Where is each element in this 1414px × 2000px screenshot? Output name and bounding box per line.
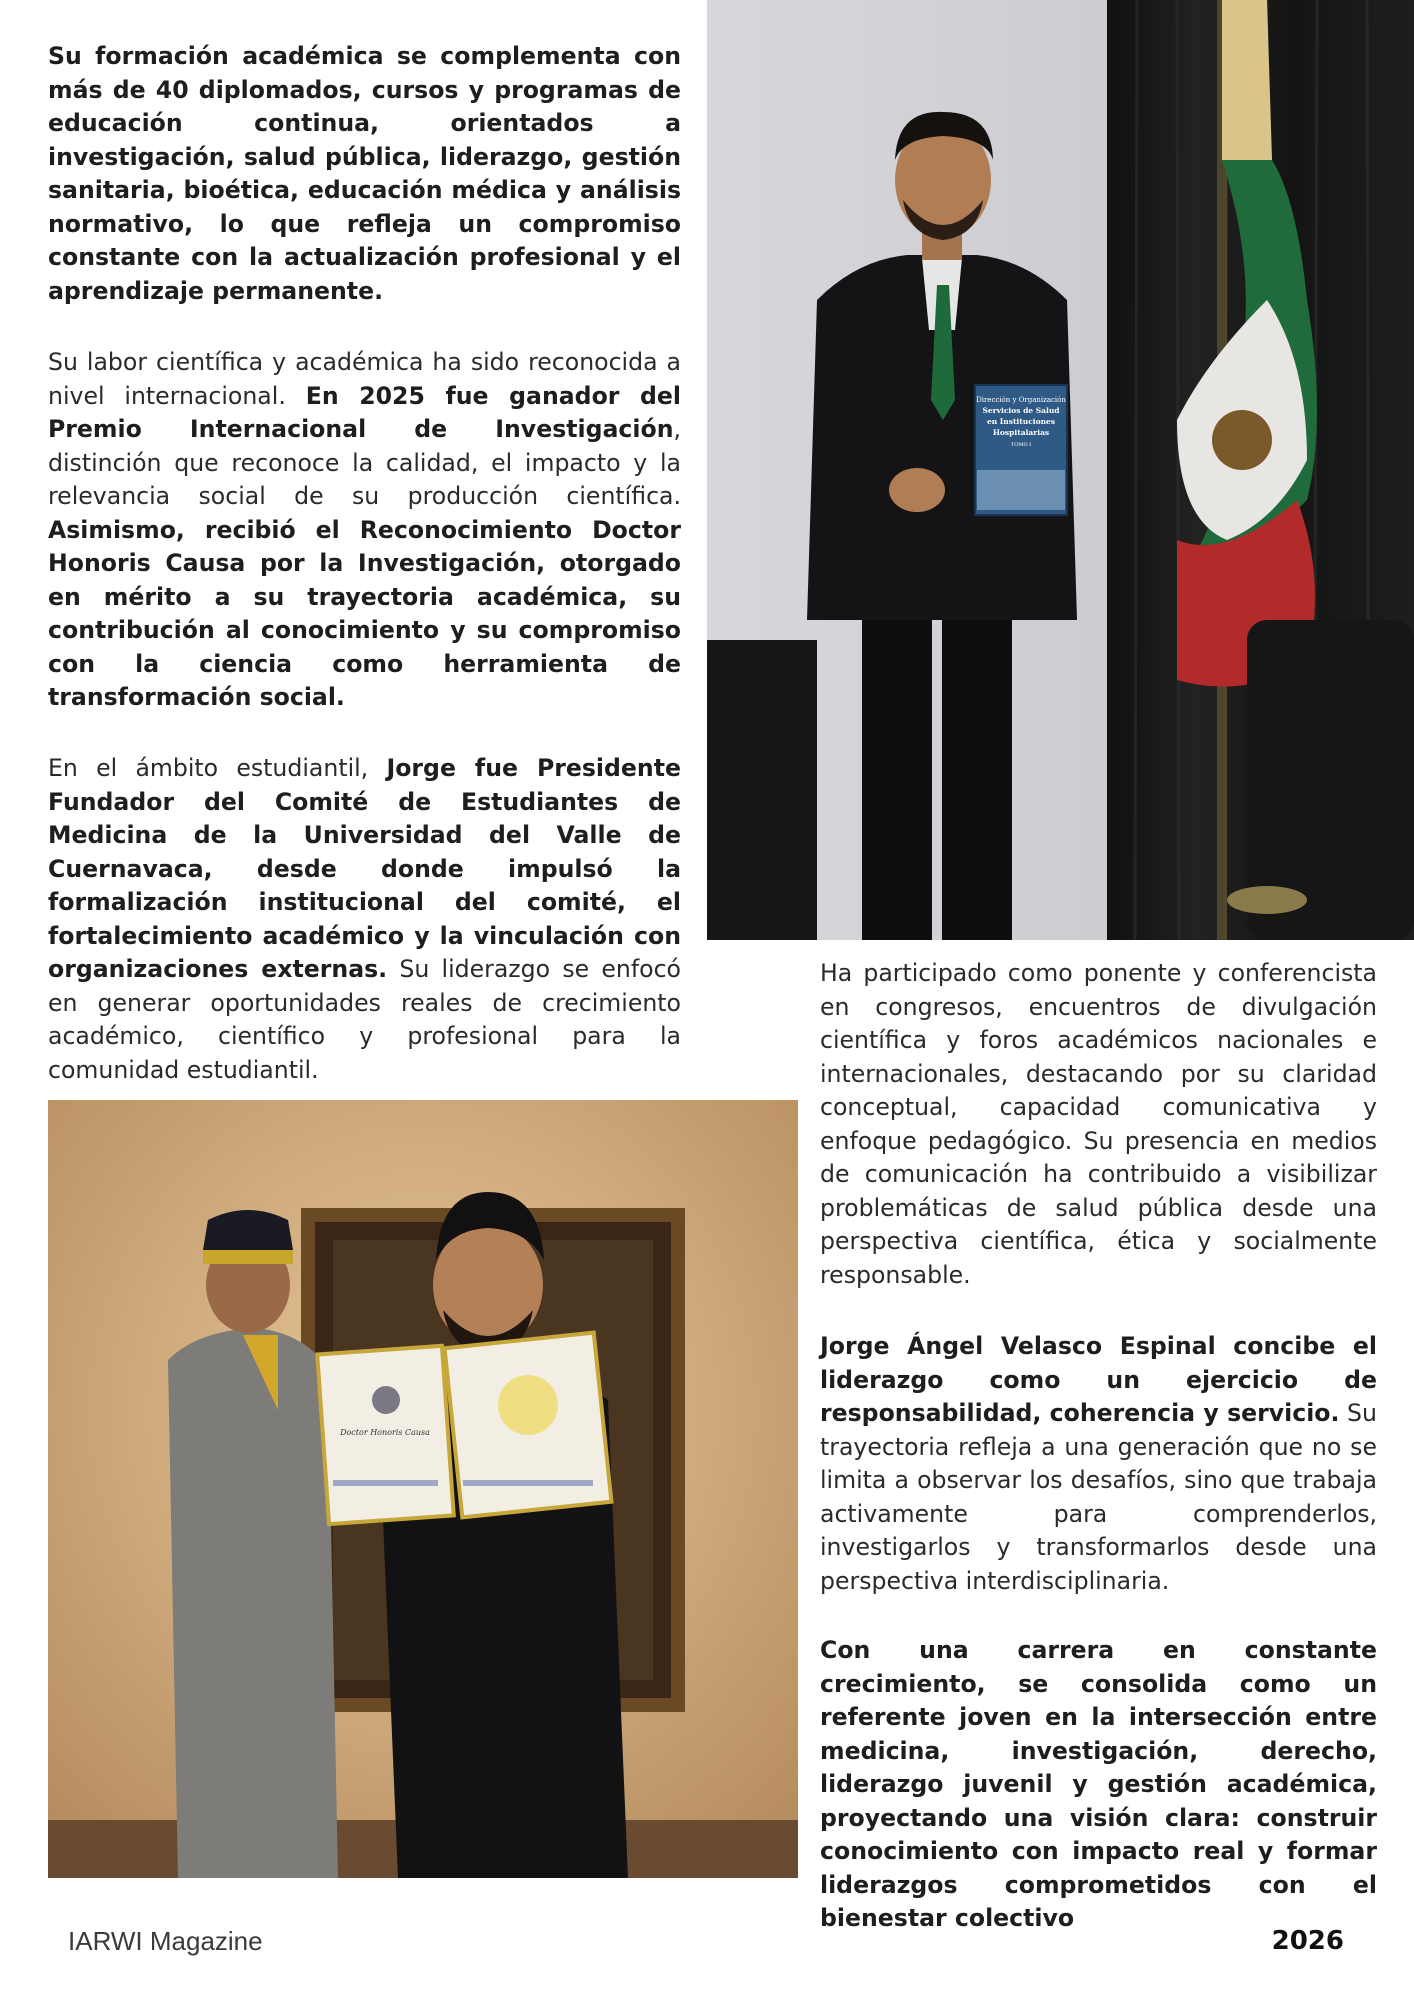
book-title-line-3: en Instituciones [986,417,1056,426]
paragraph-conclusion [820,1634,1377,1936]
text: , distinción que reconoce la calidad, el impacto y la relevancia social de su producción científica. [48,415,681,510]
book-title-line-4: Hospitalarias [992,428,1050,437]
text: Su trayectoria refleja a una generación que no se limita a observar los desafíos, sino que trabaja activamente para comprenderlos, investigarlos y transformarlos desde una perspectiva interdisciplinaria. [820,1399,1377,1595]
paragraph-leadership [820,1330,1377,1598]
diploma-title: Doctor Honoris Causa [340,1428,430,1437]
bold-text: Asimismo, recibió el Reconocimiento Doctor Honoris Causa por la Investigación, otorgado en mérito a su trayectoria académica, su contribución al conocimiento y su compromiso con la ciencia como herramienta de transformación social. [48,515,681,711]
book-volume: TOMO I [1010,442,1032,448]
text: Su liderazgo se enfocó en generar oportunidades reales de crecimiento académico, científico y profesional para la comunidad estudiantil. [48,955,681,1084]
paragraph-speaker [820,957,1377,1292]
text: En el ámbito estudiantil, [48,754,387,782]
magazine-name: IARWI Magazine [68,1926,263,1956]
bold-text: Con una carrera en constante crecimiento, se consolida como un referente joven en la intersección entre medicina, investigación, derecho, liderazgo juvenil y gestión académica, proyectando una visión clara: construir conocimiento con impacto real y formar liderazgos comprometidos con el bienestar colectivo [820,1636,1377,1932]
diploma [317,1333,611,1524]
bold-text: Jorge fue Presidente Fundador del Comité de Estudiantes de Medicina de la Universidad del Valle de Cuernavaca, desde donde impulsó la formalización institucional del comité, el fortalecimiento académico y la vinculación con organizaciones externas. [48,754,681,983]
photo-honoris-causa-ceremony [48,1100,798,1878]
photo-man-with-book [707,0,1414,940]
photo-illustration [48,1100,798,1878]
bold-text: Jorge Ángel Velasco Espinal concibe el liderazgo como un ejercicio de responsabilidad, coherencia y servicio. [820,1332,1377,1427]
text: Su labor científica y académica ha sido reconocida a nivel internacional. [48,348,681,410]
paragraph-awards [48,346,681,715]
paragraph-student-leadership [48,752,681,1087]
photo-illustration [707,0,1414,940]
paragraph-education [48,40,681,308]
bold-text: En 2025 fue ganador del Premio Internacional de Investigación [48,381,681,443]
issue-year: 2026 [1271,1926,1344,1956]
text: Ha participado como ponente y conferencista en congresos, encuentros de divulgación científica y foros académicos nacionales e internacionales, destacando por su claridad conceptual, capacidad comunicativa y enfoque pedagógico. Su presencia en medios de comunicación ha contribuido a visibilizar problemáticas de salud pública desde una perspectiva científica, ética y socialmente responsable. [820,959,1377,1289]
bold-text: Su formación académica se complementa con más de 40 diplomados, cursos y programas de educación continua, orientados a investigación, salud pública, liderazgo, gestión sanitaria, bioética, educación médica y análisis normativo, lo que refleja un compromiso constante con la actualización profesional y el aprendizaje permanente. [48,42,681,305]
book-title-line-1: Dirección y Organización [976,396,1066,404]
book-title-line-2: Servicios de Salud [982,406,1060,415]
